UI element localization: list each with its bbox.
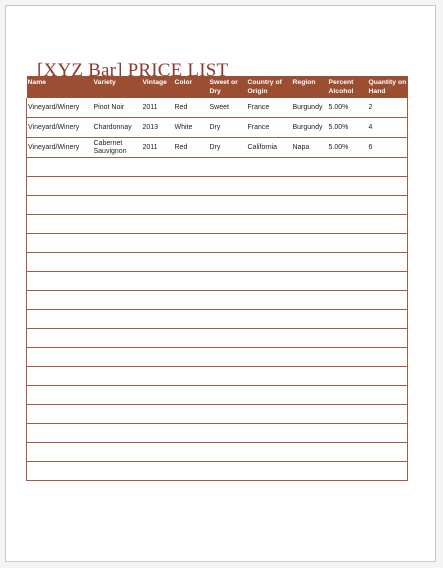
column-header-region: Region: [292, 79, 316, 86]
empty-cell: [292, 405, 328, 424]
empty-table-row: [27, 424, 408, 443]
empty-cell: [27, 272, 93, 291]
table-row: [27, 138, 408, 158]
cell-variety: Chardonnay: [93, 118, 142, 138]
empty-cell: [247, 462, 292, 481]
empty-cell: [247, 177, 292, 196]
empty-cell: [93, 272, 142, 291]
cell-country: France: [247, 118, 292, 138]
empty-cell: [142, 215, 174, 234]
empty-cell: [328, 158, 368, 177]
empty-cell: [209, 405, 247, 424]
empty-cell: [247, 424, 292, 443]
empty-cell: [142, 158, 174, 177]
empty-cell: [174, 215, 209, 234]
cell-quantity: 2: [368, 98, 408, 118]
empty-cell: [328, 310, 368, 329]
empty-cell: [174, 177, 209, 196]
cell-sweet-or-dry: Dry: [209, 138, 247, 158]
empty-cell: [209, 253, 247, 272]
empty-cell: [292, 443, 328, 462]
empty-cell: [247, 196, 292, 215]
cell-quantity: 4: [368, 118, 408, 138]
empty-cell: [174, 462, 209, 481]
empty-cell: [174, 386, 209, 405]
empty-cell: [27, 310, 93, 329]
empty-cell: [93, 196, 142, 215]
table-row: [27, 118, 408, 138]
empty-cell: [328, 272, 368, 291]
empty-table-row: [27, 348, 408, 367]
empty-cell: [328, 234, 368, 253]
empty-cell: [209, 272, 247, 291]
empty-cell: [27, 386, 93, 405]
empty-table-row: [27, 443, 408, 462]
empty-cell: [368, 196, 408, 215]
empty-cell: [368, 462, 408, 481]
empty-cell: [328, 196, 368, 215]
empty-cell: [368, 424, 408, 443]
empty-cell: [93, 386, 142, 405]
empty-cell: [292, 196, 328, 215]
empty-cell: [142, 234, 174, 253]
cell-name: Vineyard/Winery: [27, 118, 93, 138]
empty-cell: [247, 405, 292, 424]
empty-cell: [27, 462, 93, 481]
empty-cell: [27, 253, 93, 272]
cell-vintage: 2013: [142, 118, 174, 138]
empty-cell: [247, 310, 292, 329]
empty-cell: [142, 367, 174, 386]
empty-cell: [27, 405, 93, 424]
empty-cell: [27, 234, 93, 253]
empty-cell: [93, 348, 142, 367]
empty-cell: [328, 253, 368, 272]
price-list-table: [26, 76, 408, 481]
empty-table-row: [27, 234, 408, 253]
empty-cell: [247, 272, 292, 291]
empty-cell: [93, 424, 142, 443]
empty-cell: [93, 462, 142, 481]
empty-cell: [328, 443, 368, 462]
empty-cell: [368, 310, 408, 329]
cell-vintage: 2011: [142, 98, 174, 118]
empty-cell: [27, 348, 93, 367]
cell-region: Burgundy: [292, 98, 328, 118]
empty-table-row: [27, 177, 408, 196]
column-header-sweet-or-dry: Sweet or Dry: [209, 79, 238, 95]
empty-table-row: [27, 291, 408, 310]
empty-cell: [209, 329, 247, 348]
empty-cell: [174, 291, 209, 310]
empty-cell: [368, 291, 408, 310]
empty-cell: [209, 291, 247, 310]
empty-cell: [142, 196, 174, 215]
empty-cell: [247, 443, 292, 462]
cell-vintage: 2011: [142, 138, 174, 158]
empty-table-row: [27, 386, 408, 405]
cell-variety: Pinot Noir: [93, 98, 142, 118]
empty-cell: [27, 329, 93, 348]
empty-table-row: [27, 329, 408, 348]
empty-cell: [292, 291, 328, 310]
empty-cell: [328, 405, 368, 424]
empty-table-row: [27, 196, 408, 215]
empty-cell: [328, 329, 368, 348]
empty-table-row: [27, 405, 408, 424]
cell-color: Red: [174, 138, 209, 158]
empty-cell: [93, 177, 142, 196]
empty-cell: [247, 158, 292, 177]
empty-cell: [209, 424, 247, 443]
empty-cell: [368, 272, 408, 291]
empty-cell: [292, 272, 328, 291]
empty-cell: [209, 177, 247, 196]
empty-cell: [142, 443, 174, 462]
empty-cell: [292, 310, 328, 329]
empty-cell: [328, 348, 368, 367]
empty-cell: [368, 443, 408, 462]
cell-region: Burgundy: [292, 118, 328, 138]
empty-cell: [27, 367, 93, 386]
empty-table-row: [27, 462, 408, 481]
empty-cell: [209, 234, 247, 253]
empty-cell: [292, 234, 328, 253]
cell-quantity: 6: [368, 138, 408, 158]
cell-country: France: [247, 98, 292, 118]
empty-cell: [368, 386, 408, 405]
empty-cell: [292, 424, 328, 443]
empty-cell: [27, 158, 93, 177]
empty-cell: [209, 196, 247, 215]
empty-cell: [174, 405, 209, 424]
empty-cell: [142, 424, 174, 443]
cell-percent-alcohol: 5.00%: [328, 98, 368, 118]
cell-name: Vineyard/Winery: [27, 98, 93, 118]
empty-cell: [328, 291, 368, 310]
empty-cell: [209, 215, 247, 234]
table-header-row: [27, 76, 408, 98]
empty-cell: [368, 253, 408, 272]
empty-cell: [368, 329, 408, 348]
empty-cell: [247, 234, 292, 253]
empty-cell: [174, 196, 209, 215]
column-header-percent-alcohol: Percent Alcohol: [328, 79, 354, 95]
empty-cell: [247, 215, 292, 234]
empty-cell: [209, 158, 247, 177]
empty-cell: [368, 234, 408, 253]
empty-cell: [174, 443, 209, 462]
empty-cell: [142, 177, 174, 196]
empty-cell: [174, 234, 209, 253]
empty-cell: [368, 158, 408, 177]
cell-name: Vineyard/Winery: [27, 138, 93, 158]
empty-cell: [292, 253, 328, 272]
empty-cell: [292, 215, 328, 234]
empty-cell: [174, 272, 209, 291]
empty-cell: [93, 310, 142, 329]
empty-cell: [142, 405, 174, 424]
empty-table-row: [27, 158, 408, 177]
empty-cell: [247, 386, 292, 405]
empty-cell: [368, 348, 408, 367]
empty-cell: [209, 348, 247, 367]
empty-cell: [292, 386, 328, 405]
cell-percent-alcohol: 5.00%: [328, 118, 368, 138]
empty-cell: [247, 291, 292, 310]
empty-cell: [27, 196, 93, 215]
empty-table-row: [27, 310, 408, 329]
empty-cell: [328, 462, 368, 481]
empty-cell: [292, 158, 328, 177]
cell-sweet-or-dry: Dry: [209, 118, 247, 138]
empty-cell: [368, 367, 408, 386]
empty-cell: [368, 405, 408, 424]
empty-cell: [93, 405, 142, 424]
empty-cell: [328, 215, 368, 234]
empty-table-row: [27, 272, 408, 291]
empty-cell: [174, 424, 209, 443]
empty-cell: [328, 177, 368, 196]
empty-cell: [142, 253, 174, 272]
empty-cell: [142, 272, 174, 291]
empty-cell: [174, 348, 209, 367]
empty-cell: [209, 310, 247, 329]
empty-cell: [368, 177, 408, 196]
column-header-quantity-on-hand: Quantity on Hand: [368, 79, 407, 95]
table-row: [27, 98, 408, 118]
cell-color: Red: [174, 98, 209, 118]
empty-table-row: [27, 367, 408, 386]
column-header-country-of-origin: Country of Origin: [247, 79, 282, 95]
cell-color: White: [174, 118, 209, 138]
empty-cell: [93, 158, 142, 177]
cell-region: Napa: [292, 138, 328, 158]
empty-cell: [328, 367, 368, 386]
empty-cell: [174, 158, 209, 177]
empty-cell: [292, 329, 328, 348]
column-header-name: Name: [27, 79, 47, 86]
empty-cell: [247, 367, 292, 386]
page-title: [XYZ Bar] PRICE LIST: [37, 60, 229, 81]
empty-cell: [27, 291, 93, 310]
empty-cell: [142, 348, 174, 367]
column-header-variety: Variety: [93, 79, 116, 86]
empty-cell: [209, 386, 247, 405]
empty-cell: [27, 177, 93, 196]
empty-cell: [93, 215, 142, 234]
column-header-color: Color: [174, 79, 193, 86]
empty-cell: [328, 424, 368, 443]
empty-cell: [27, 424, 93, 443]
column-header-vintage: Vintage: [142, 79, 167, 86]
empty-cell: [93, 253, 142, 272]
empty-cell: [292, 367, 328, 386]
empty-cell: [174, 310, 209, 329]
empty-cell: [93, 234, 142, 253]
empty-cell: [142, 310, 174, 329]
empty-cell: [93, 329, 142, 348]
empty-cell: [142, 462, 174, 481]
empty-cell: [142, 291, 174, 310]
empty-cell: [93, 367, 142, 386]
empty-cell: [174, 253, 209, 272]
empty-cell: [247, 253, 292, 272]
empty-cell: [174, 367, 209, 386]
empty-cell: [209, 443, 247, 462]
empty-cell: [174, 329, 209, 348]
empty-cell: [209, 462, 247, 481]
empty-table-row: [27, 215, 408, 234]
empty-cell: [292, 348, 328, 367]
empty-cell: [368, 215, 408, 234]
empty-cell: [247, 329, 292, 348]
empty-cell: [142, 386, 174, 405]
cell-percent-alcohol: 5.00%: [328, 138, 368, 158]
cell-variety: Cabernet Sauvignon: [93, 138, 142, 158]
empty-cell: [93, 443, 142, 462]
cell-sweet-or-dry: Sweet: [209, 98, 247, 118]
empty-cell: [93, 291, 142, 310]
empty-cell: [292, 177, 328, 196]
empty-cell: [27, 215, 93, 234]
cell-country: California: [247, 138, 292, 158]
empty-cell: [209, 367, 247, 386]
empty-cell: [142, 329, 174, 348]
empty-cell: [292, 462, 328, 481]
empty-table-row: [27, 253, 408, 272]
empty-cell: [247, 348, 292, 367]
empty-cell: [27, 443, 93, 462]
empty-cell: [328, 386, 368, 405]
